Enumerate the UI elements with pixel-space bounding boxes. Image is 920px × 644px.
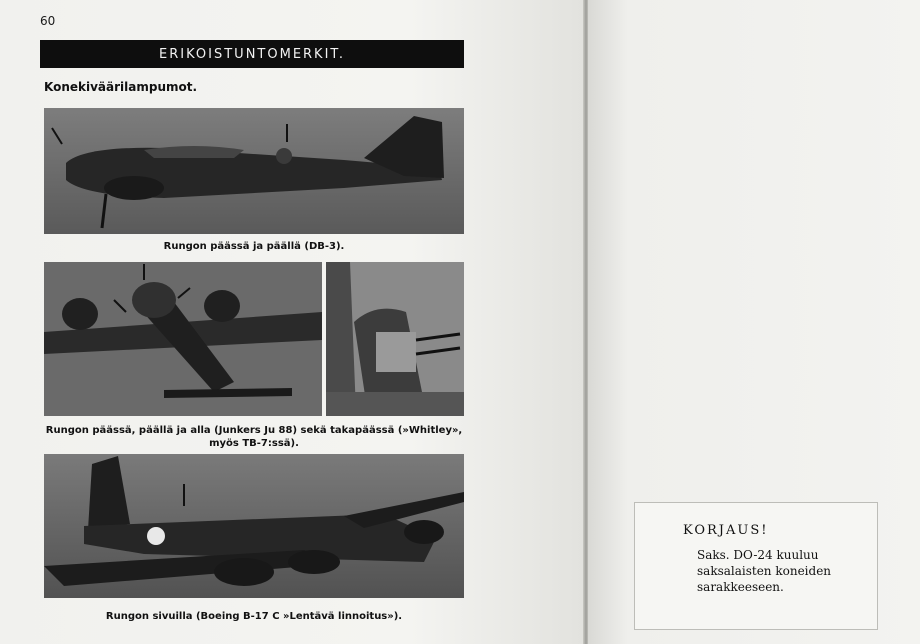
caption-ju88-line1: Rungon päässä, päällä ja alla (Junkers Ju 88) sekä takapäässä (»Whitley»,: [45, 425, 463, 436]
correction-note: [634, 502, 878, 630]
aircraft-ju88-image: [44, 262, 322, 416]
aircraft-db3-image: [44, 108, 464, 234]
correction-title: KORJAUS!: [683, 523, 769, 538]
aircraft-whitley-turret-image: [326, 262, 464, 416]
correction-line-1: Saks. DO-24 kuuluu: [697, 548, 819, 562]
correction-line-3: sarakkeeseen.: [697, 580, 784, 594]
correction-body: [697, 547, 867, 595]
page-number: 60: [40, 14, 56, 28]
correction-line-2: saksalaisten koneiden: [697, 564, 832, 578]
photo-b17: [44, 454, 464, 598]
photo-db3: [44, 108, 464, 234]
photo-ju88: [44, 262, 322, 416]
subheading: Konekiväärilampumot.: [44, 80, 198, 94]
aircraft-b17-image: [44, 454, 464, 598]
caption-ju88-line2: myös TB-7:ssä).: [209, 438, 299, 449]
section-header: ERIKOISTUNTOMERKIT.: [40, 40, 464, 68]
caption-db3: Rungon päässä ja päällä (DB-3).: [163, 241, 345, 252]
caption-b17: Rungon sivuilla (Boeing B-17 C »Lentävä linnoitus»).: [105, 611, 403, 622]
photo-whitley: [326, 262, 464, 416]
